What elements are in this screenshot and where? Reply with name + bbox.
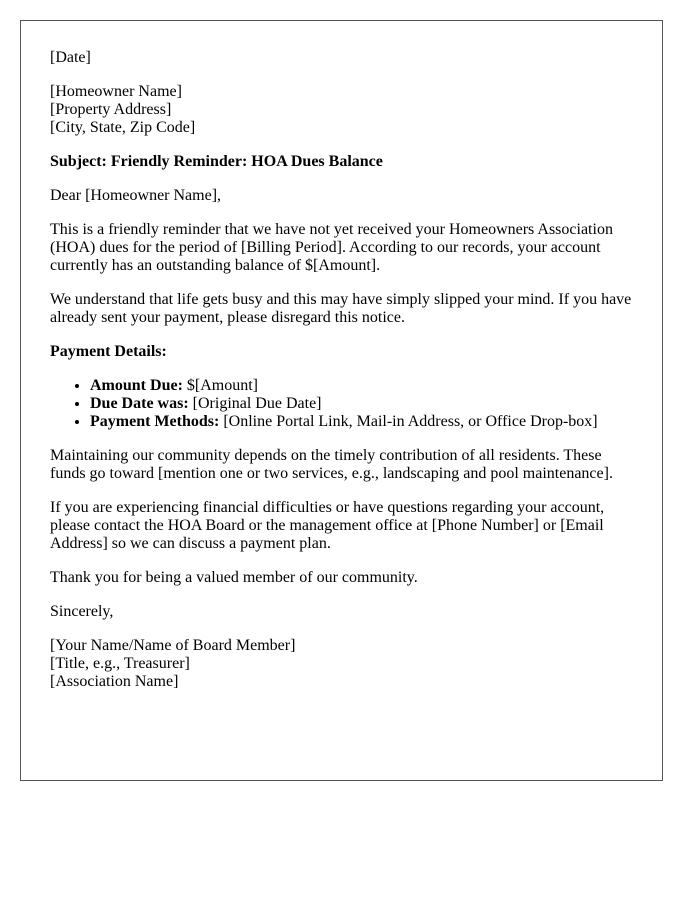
recipient-name: [Homeowner Name] xyxy=(50,83,182,100)
item-label: Payment Methods: xyxy=(90,413,220,430)
association-name: [Association Name] xyxy=(50,673,179,690)
recipient-property-address: [Property Address] xyxy=(50,101,172,118)
item-label: Due Date was: xyxy=(90,395,189,412)
closing: Sincerely, xyxy=(50,603,114,620)
signer-name: [Your Name/Name of Board Member] xyxy=(50,637,296,654)
salutation: Dear [Homeowner Name], xyxy=(50,187,222,204)
item-value: [Online Portal Link, Mail-in Address, or Office Drop-box] xyxy=(219,413,598,430)
date: [Date] xyxy=(50,49,91,66)
recipient-city-state-zip: [City, State, Zip Code] xyxy=(50,119,196,136)
list-item xyxy=(90,395,633,413)
recipient-address xyxy=(50,83,633,137)
subject-line: Subject: Friendly Reminder: HOA Dues Balance xyxy=(50,153,383,170)
signer-title: [Title, e.g., Treasurer] xyxy=(50,655,190,672)
letter-page xyxy=(20,20,663,781)
list-item xyxy=(90,413,633,431)
item-value: $[Amount] xyxy=(182,377,258,394)
paragraph-5: Thank you for being a valued member of our community. xyxy=(50,569,418,586)
item-label: Amount Due: xyxy=(90,377,183,394)
paragraph-3: Maintaining our community depends on the timely contribution of all residents. These funds go toward [mention one or two services, e.g., landscaping and pool maintenance]. xyxy=(50,447,613,482)
paragraph-4: If you are experiencing financial difficulties or have questions regarding your account, please contact the HOA Board or the management office at [Phone Number] or [Email Address] so we can discuss a payment plan. xyxy=(50,499,605,552)
list-item xyxy=(90,377,633,395)
signature-block xyxy=(50,637,633,691)
paragraph-2: We understand that life gets busy and this may have simply slipped your mind. If you have already sent your payment, please disregard this notice. xyxy=(50,291,632,326)
item-value: [Original Due Date] xyxy=(188,395,322,412)
payment-details-list xyxy=(50,377,633,431)
payment-details-heading: Payment Details: xyxy=(50,343,167,360)
paragraph-1: This is a friendly reminder that we have not yet received your Homeowners Association (HOA) dues for the period of [Billing Period]. According to our records, your account currently has an outstanding balance of $[Amount]. xyxy=(50,221,613,274)
